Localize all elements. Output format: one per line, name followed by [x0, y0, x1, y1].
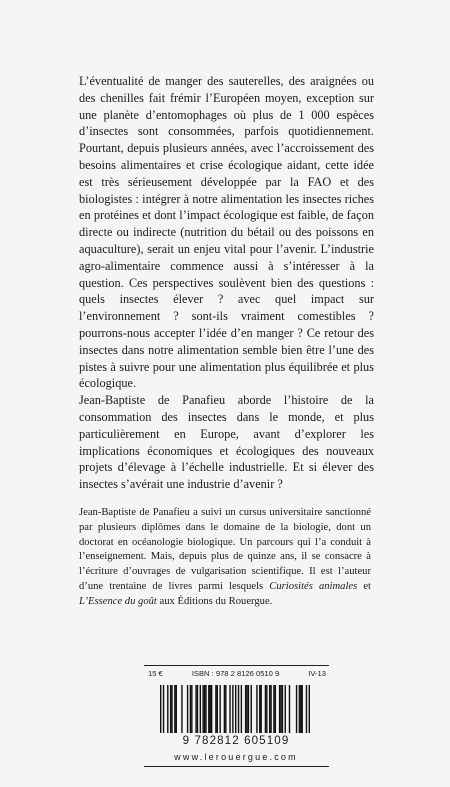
barcode-bar: [190, 685, 191, 733]
barcode-bar: [265, 685, 266, 733]
barcode-bar: [270, 685, 271, 733]
price-isbn-line: [148, 669, 326, 678]
bio-book-title-2: L’Essence du goût: [79, 595, 157, 607]
isbn-label: ISBN : 978 2 8126 0510 9: [191, 669, 280, 678]
barcode-bar: [300, 685, 301, 733]
barcode-bar: [181, 685, 182, 733]
barcode-bar: [235, 685, 236, 733]
barcode-bar: [171, 685, 172, 733]
barcode-bar: [266, 685, 267, 733]
barcode-bar: [256, 685, 257, 733]
barcode-bar: [248, 685, 249, 733]
catalog-code: IV-13: [308, 669, 326, 678]
barcode-bar: [208, 685, 209, 733]
barcode-bar: [187, 685, 188, 733]
blurb-paragraph-2: Jean-Baptiste de Panafieu aborde l’histoire de la consommation des insectes dans le monde, et plus particulièrement en Europe, avant d’explorer les implications économiques et écologiques des nouveaux projets d’élevage à l’échelle industrielle. Et si élever des insectes s’avérait une industrie d’avenir ?: [79, 393, 374, 492]
barcode-bar: [167, 685, 168, 733]
barcode-bar: [251, 685, 252, 733]
barcode-bar: [163, 685, 164, 733]
barcode-bar: [197, 685, 198, 733]
barcode-bar: [195, 685, 196, 733]
barcode-bar: [246, 685, 247, 733]
bio-text-middle: et: [357, 580, 371, 592]
barcode-bar: [269, 685, 270, 733]
barcode-bar: [160, 685, 161, 733]
barcode-bar: [200, 685, 201, 733]
barcode-bar: [273, 685, 274, 733]
barcode-bar: [275, 685, 276, 733]
barcode-bar: [241, 685, 242, 733]
barcode-bar: [282, 685, 283, 733]
barcode-bar: [224, 685, 225, 733]
barcode-bar: [260, 685, 261, 733]
barcode-bar: [309, 685, 310, 733]
barcode-bar: [289, 685, 290, 733]
barcode-bar: [205, 685, 206, 733]
barcode-bar: [279, 685, 280, 733]
barcode-bar: [217, 685, 218, 733]
barcode-bar: [210, 685, 211, 733]
barcode-bar: [229, 685, 230, 733]
blurb-paragraph-1: L’éventualité de manger des sauterelles, des araignées ou des chenilles fait frémir l’Européen moyen, exception sur une planète d’entomophages où plus de 1 000 espèces d’insectes sont consommées, parfois quotidiennement. Pourtant, depuis plusieurs années, avec l’accroissement des besoins alimentaires et crise écologique aidant, cette idée est très sérieusement développée par la FAO et des biologistes : intégrer à notre alimentation les insectes riches en protéines et dont l’impact écologique est faible, de façon directe ou indirecte (nutrition du bétail ou des poissons en aquaculture), serait un enjeu vital pour l’avenir. L’industrie agro-alimentaire commence aussi à s’intéresser à la question. Ces perspectives soulèvent bien des questions : quels insectes élever ? avec quel impact sur l’environnement ? sont-ils vraiment comestibles ? pourrons-nous accepter l’idée d’en manger ? Ce retour des insectes dans notre alimentation semble bien être l’une des pistes à suivre pour une alimentation plus équilibrée et plus écologique.: [79, 74, 374, 391]
barcode-bar: [215, 685, 216, 733]
blurb-text: [79, 73, 374, 493]
barcode-bar: [285, 685, 286, 733]
barcode-digits: 9 782812 605109: [182, 734, 290, 747]
barcode-bar: [296, 685, 297, 733]
barcode-bar: [302, 685, 303, 733]
price-label: 15 €: [148, 669, 163, 678]
bio-text-before: Jean-Baptiste de Panafieu a suivi un cursus universitaire sanctionné par plusieurs diplômes dans le domaine de la biologie, dont un doctorat en océanologie biologique. Un parcours qui l’a conduit à l’enseignement. Mais, depuis plus de quinze ans, il se consacre à l’écriture d’ouvrages de vulgarisation scientifique. Il est l’auteur d’une trentaine de livres parmi lesquels: [79, 507, 371, 592]
barcode-bar: [238, 685, 239, 733]
barcode-bar: [232, 685, 233, 733]
barcode-bar: [204, 685, 205, 733]
barcode-bar: [280, 685, 281, 733]
barcode: [160, 685, 310, 733]
barcode-bar: [306, 685, 307, 733]
barcode-bar: [225, 685, 226, 733]
barcode-bar: [211, 685, 212, 733]
barcode-bar: [202, 685, 203, 733]
barcode-bar: [174, 685, 175, 733]
bio-text-after: aux Éditions du Rouergue.: [156, 595, 273, 607]
author-bio: [79, 506, 371, 610]
barcode-bar: [219, 685, 220, 733]
bio-book-title-1: Curiosités animales: [269, 580, 358, 592]
barcode-bar: [191, 685, 192, 733]
barcode-bar: [245, 685, 246, 733]
publisher-website: www.lerouergue.com: [174, 752, 298, 762]
barcode-bar: [299, 685, 300, 733]
barcode-bar: [259, 685, 260, 733]
barcode-bar: [170, 685, 171, 733]
barcode-bar: [176, 685, 177, 733]
